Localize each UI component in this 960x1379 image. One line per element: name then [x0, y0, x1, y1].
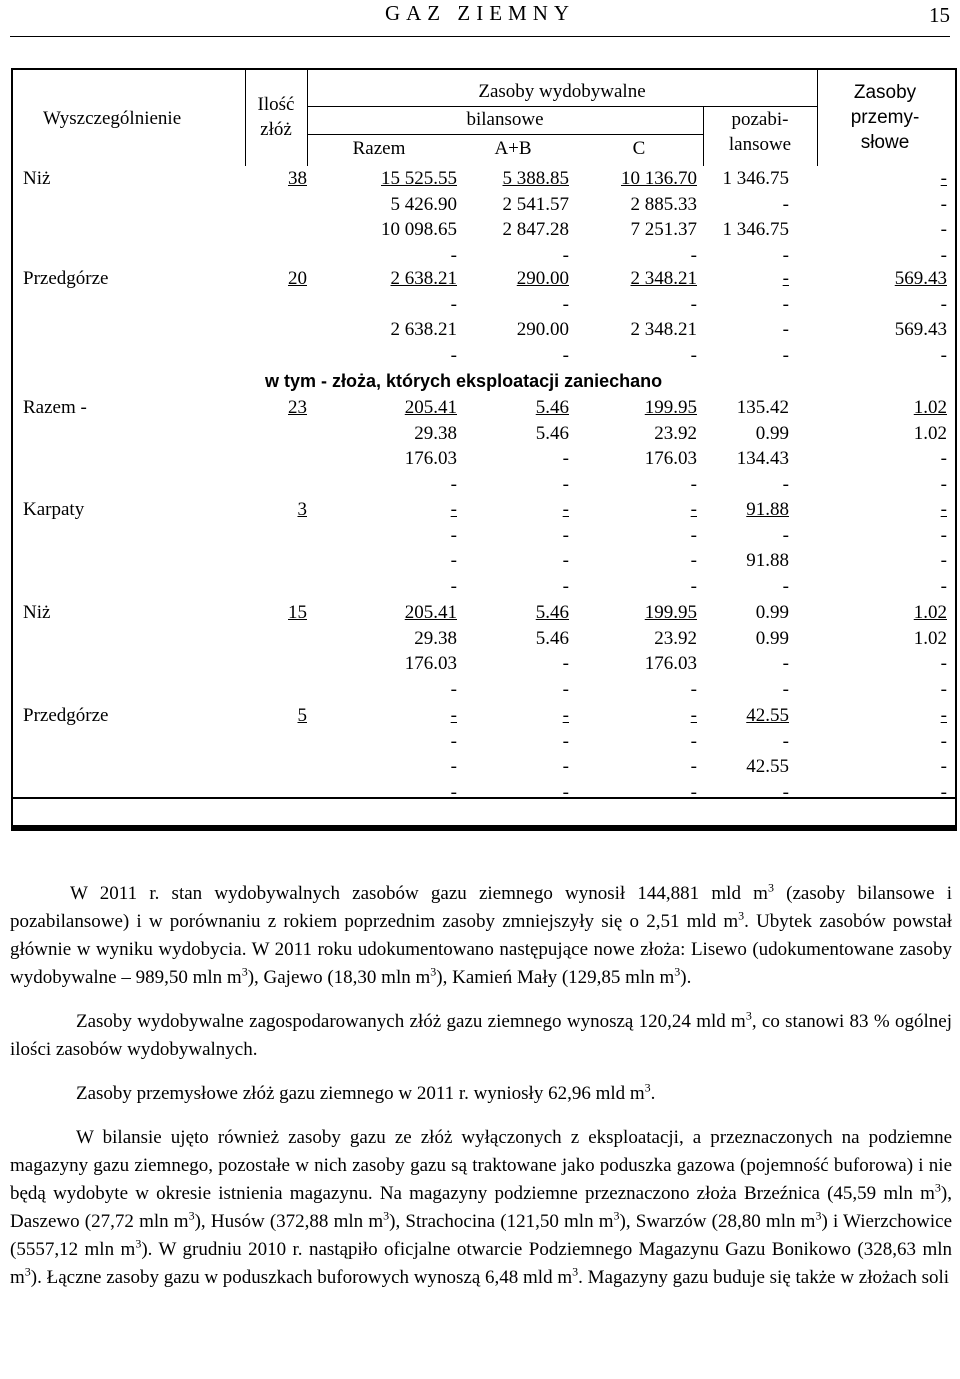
cell-razem: 29.38 — [414, 627, 457, 649]
header-pozabilansowe-line2: lansowe — [728, 134, 792, 155]
cell-razem: - — [450, 756, 457, 778]
rule-under-bilansowe — [307, 134, 703, 135]
reserves-table — [11, 68, 957, 831]
cell-przem: 569.43 — [894, 268, 947, 289]
cell-ab: - — [562, 781, 569, 803]
cell-razem: - — [450, 244, 457, 266]
cell-przem: - — [940, 705, 947, 726]
cell-c: 7 251.37 — [630, 219, 697, 241]
row-name: Razem - — [23, 397, 87, 418]
cell-pozabi: 42.55 — [746, 756, 789, 778]
cell-przem: - — [940, 344, 947, 366]
cell-razem: 5 426.90 — [390, 193, 457, 215]
cell-razem: - — [450, 473, 457, 495]
cell-przem: 1.02 — [913, 627, 947, 649]
cell-przem: - — [940, 653, 947, 675]
paragraph-4: W bilansie ujęto również zasoby gazu ze złóż wyłączonych z eksploatacji, a przeznaczonych na podziemne magazyny gazu ziemnego, pozostałe w nich zasoby gazu są traktowane jako poduszka gazowa (pojemność buforowa) i nie będą wydobyte w okresie istnienia magazynu. Na magazyny podziemne przeznaczono złoża Brzeźnica (45,59 mln $m^3$), Daszewo (27,72 mln $m^3$), Husów (372,88 mln $m^3$), Strachocina (121,50 mln $m^3$), Swarzów (28,80 mln $m^3$) i Wierzchowice (5557,12 mln $m^3$). W grudniu 2010 r. nastąpiło oficjalne otwarcie Podziemnego Magazynu Gazu Bonikowo (328,63 mln $m^3$). Łączne zasoby gazu w poduszkach buforowych wynoszą 6,48 mld $m^3$. Magazyny gazu buduje się także w złożach soli — [10, 1127, 953, 1288]
cell-przem: - — [940, 756, 947, 778]
cell-razem: 205.41 — [404, 602, 457, 623]
cell-pozabi: - — [782, 344, 789, 366]
cell-pozabi: 0.99 — [755, 602, 789, 623]
cell-pozabi: - — [782, 473, 789, 495]
row-name: Karpaty — [23, 499, 85, 520]
cell-pozabi: 42.55 — [746, 705, 789, 726]
row-name: Przedgórze — [23, 705, 109, 726]
cell-pozabi: - — [782, 678, 789, 700]
cell-c: 2 348.21 — [630, 319, 697, 341]
cell-pozabi: - — [782, 575, 789, 597]
cell-ab: - — [562, 550, 569, 572]
running-title: GAZ ZIEMNY — [384, 1, 576, 25]
cell-przem: - — [940, 473, 947, 495]
cell-pozabi: - — [782, 730, 789, 752]
cell-c: 176.03 — [644, 653, 697, 675]
cell-c: 2 885.33 — [630, 193, 697, 215]
header-przemyslowe-line2: przemy- — [850, 107, 920, 128]
cell-ab: - — [562, 756, 569, 778]
cell-ab: - — [562, 678, 569, 700]
cell-razem: 2 638.21 — [390, 319, 457, 341]
cell-ab: - — [562, 473, 569, 495]
cell-razem: - — [450, 781, 457, 803]
cell-ab: 5.46 — [535, 627, 569, 649]
cell-razem: 2 638.21 — [390, 268, 457, 289]
cell-pozabi: - — [782, 781, 789, 803]
cell-c: - — [690, 781, 697, 803]
cell-c: - — [690, 678, 697, 700]
cell-ab: - — [562, 575, 569, 597]
cell-ab: - — [562, 448, 569, 470]
cell-razem: 29.38 — [414, 422, 457, 444]
row-count: 23 — [288, 397, 307, 418]
row-count: 3 — [297, 499, 307, 520]
rule-col-ilosc — [245, 70, 246, 166]
row-count: 38 — [288, 168, 307, 189]
cell-c: - — [690, 550, 697, 572]
row-count: 20 — [288, 268, 307, 289]
body-text — [10, 880, 952, 1292]
cell-pozabi: 1 346.75 — [722, 168, 789, 189]
cell-c: - — [690, 756, 697, 778]
cell-przem: - — [940, 168, 947, 189]
cell-pozabi: 0.99 — [755, 422, 789, 444]
cell-ab: - — [562, 730, 569, 752]
section-label: w tym - złoża, których eksploatacji zaniechano — [265, 371, 663, 391]
header-razem: Razem — [352, 138, 406, 159]
cell-c: - — [690, 730, 697, 752]
cell-pozabi: - — [782, 268, 789, 289]
page-header — [0, 0, 960, 36]
header-zasoby-wydobywalne: Zasoby wydobywalne — [478, 81, 646, 102]
cell-c: 23.92 — [654, 422, 697, 444]
cell-przem: 569.43 — [894, 319, 947, 341]
cell-przem: 1.02 — [913, 602, 947, 623]
paragraph-2: Zasoby wydobywalne zagospodarowanych złóż gazu ziemnego wynoszą 120,24 mld $m^3$, co stanowi 83 % ogólnej ilości zasobów wydobywalnych. — [10, 1008, 952, 1060]
paragraph-3: Zasoby przemysłowe złóż gazu ziemnego w 2011 r. wyniosły 62,96 mld $m^3$. — [76, 1080, 656, 1104]
header-bilansowe: bilansowe — [466, 109, 544, 130]
cell-pozabi: - — [782, 653, 789, 675]
cell-c: 199.95 — [644, 602, 697, 623]
cell-ab: 5 388.85 — [502, 168, 569, 189]
cell-c: - — [690, 344, 697, 366]
cell-przem: 1.02 — [913, 422, 947, 444]
page-number: 15 — [929, 3, 950, 27]
cell-przem: - — [940, 550, 947, 572]
cell-razem: - — [450, 730, 457, 752]
header-przemyslowe-line3: słowe — [860, 132, 910, 153]
cell-pozabi: 91.88 — [746, 550, 789, 572]
cell-przem: - — [940, 781, 947, 803]
cell-c: - — [690, 499, 697, 520]
cell-razem: - — [450, 550, 457, 572]
cell-przem: - — [940, 499, 947, 520]
cell-c: - — [690, 575, 697, 597]
cell-przem: - — [940, 730, 947, 752]
cell-razem: - — [450, 499, 457, 520]
row-name: Przedgórze — [23, 268, 109, 289]
cell-przem: - — [940, 448, 947, 470]
cell-ab: 2 541.57 — [502, 193, 569, 215]
cell-pozabi: 134.43 — [736, 448, 789, 470]
cell-ab: - — [562, 524, 569, 546]
cell-razem: 176.03 — [404, 448, 457, 470]
cell-c: - — [690, 524, 697, 546]
cell-pozabi: 0.99 — [755, 627, 789, 649]
cell-pozabi: - — [782, 193, 789, 215]
cell-ab: 290.00 — [516, 268, 569, 289]
cell-razem: 205.41 — [404, 397, 457, 418]
cell-ab: 5.46 — [535, 602, 569, 623]
cell-przem: - — [940, 524, 947, 546]
cell-pozabi: - — [782, 524, 789, 546]
header-ilosc-line1: Ilość — [257, 94, 295, 115]
cell-razem: - — [450, 524, 457, 546]
cell-przem: - — [940, 575, 947, 597]
cell-pozabi: - — [782, 319, 789, 341]
cell-przem: - — [940, 193, 947, 215]
row-count: 5 — [297, 705, 307, 726]
header-ilosc-line2: złóż — [260, 119, 292, 140]
header-ab: A+B — [494, 138, 532, 159]
cell-razem: - — [450, 575, 457, 597]
header-pozabilansowe-line1: pozabi- — [731, 109, 789, 130]
rule-col-pozabilansowe — [703, 106, 704, 166]
header-rule — [10, 36, 950, 37]
paragraph-1: W 2011 r. stan wydobywalnych zasobów gazu ziemnego wynosił 144,881 mld $m^3$ (zasoby bilansowe i pozabilansowe) i w porównaniu z rokiem poprzednim zasoby zmniejszyły się o 2,51 mld $m^3$. Ubytek zasobów powstał głównie w wyniku wydobycia. W 2011 roku udokumentowano następujące nowe złoża: Lisewo (udokumentowane zasoby wydobywalne – 989,50 mln $m^3$), Gajewo (18,30 mln $m^3$), Kamień Mały (129,85 mln $m^3$). — [10, 880, 953, 988]
cell-przem: - — [940, 678, 947, 700]
cell-c: - — [690, 244, 697, 266]
row-name: Niż — [23, 168, 51, 189]
cell-c: 176.03 — [644, 448, 697, 470]
cell-przem: - — [940, 219, 947, 241]
header-wyszczegolnienie: Wyszczególnienie — [43, 108, 182, 129]
cell-przem: 1.02 — [913, 397, 947, 418]
cell-c: - — [690, 705, 697, 726]
cell-ab: - — [562, 653, 569, 675]
row-name: Niż — [23, 602, 51, 623]
cell-pozabi: 1 346.75 — [722, 219, 789, 241]
cell-ab: - — [562, 344, 569, 366]
cell-przem: - — [940, 293, 947, 315]
cell-razem: 176.03 — [404, 653, 457, 675]
cell-ab: - — [562, 705, 569, 726]
cell-ab: 290.00 — [516, 319, 569, 341]
cell-c: - — [690, 293, 697, 315]
cell-ab: - — [562, 499, 569, 520]
cell-razem: 10 098.65 — [381, 219, 457, 241]
cell-c: 199.95 — [644, 397, 697, 418]
cell-razem: - — [450, 344, 457, 366]
rule-under-zasoby — [307, 106, 817, 107]
cell-razem: - — [450, 678, 457, 700]
cell-ab: - — [562, 244, 569, 266]
cell-c: 2 348.21 — [630, 268, 697, 289]
cell-razem: - — [450, 293, 457, 315]
cell-przem: - — [940, 244, 947, 266]
cell-ab: 2 847.28 — [502, 219, 569, 241]
row-count: 15 — [288, 602, 307, 623]
rule-col-przemyslowe — [817, 70, 818, 166]
cell-pozabi: - — [782, 293, 789, 315]
cell-razem: 15 525.55 — [381, 168, 457, 189]
cell-ab: 5.46 — [535, 422, 569, 444]
header-przemyslowe-line1: Zasoby — [853, 82, 917, 103]
cell-pozabi: - — [782, 244, 789, 266]
cell-c: - — [690, 473, 697, 495]
cell-c: 10 136.70 — [621, 168, 697, 189]
cell-razem: - — [450, 705, 457, 726]
rule-col-zasoby — [307, 70, 308, 166]
header-c: C — [632, 138, 646, 159]
cell-c: 23.92 — [654, 627, 697, 649]
cell-pozabi: 91.88 — [746, 499, 789, 520]
cell-pozabi: 135.42 — [736, 397, 789, 418]
cell-ab: 5.46 — [535, 397, 569, 418]
cell-ab: - — [562, 293, 569, 315]
